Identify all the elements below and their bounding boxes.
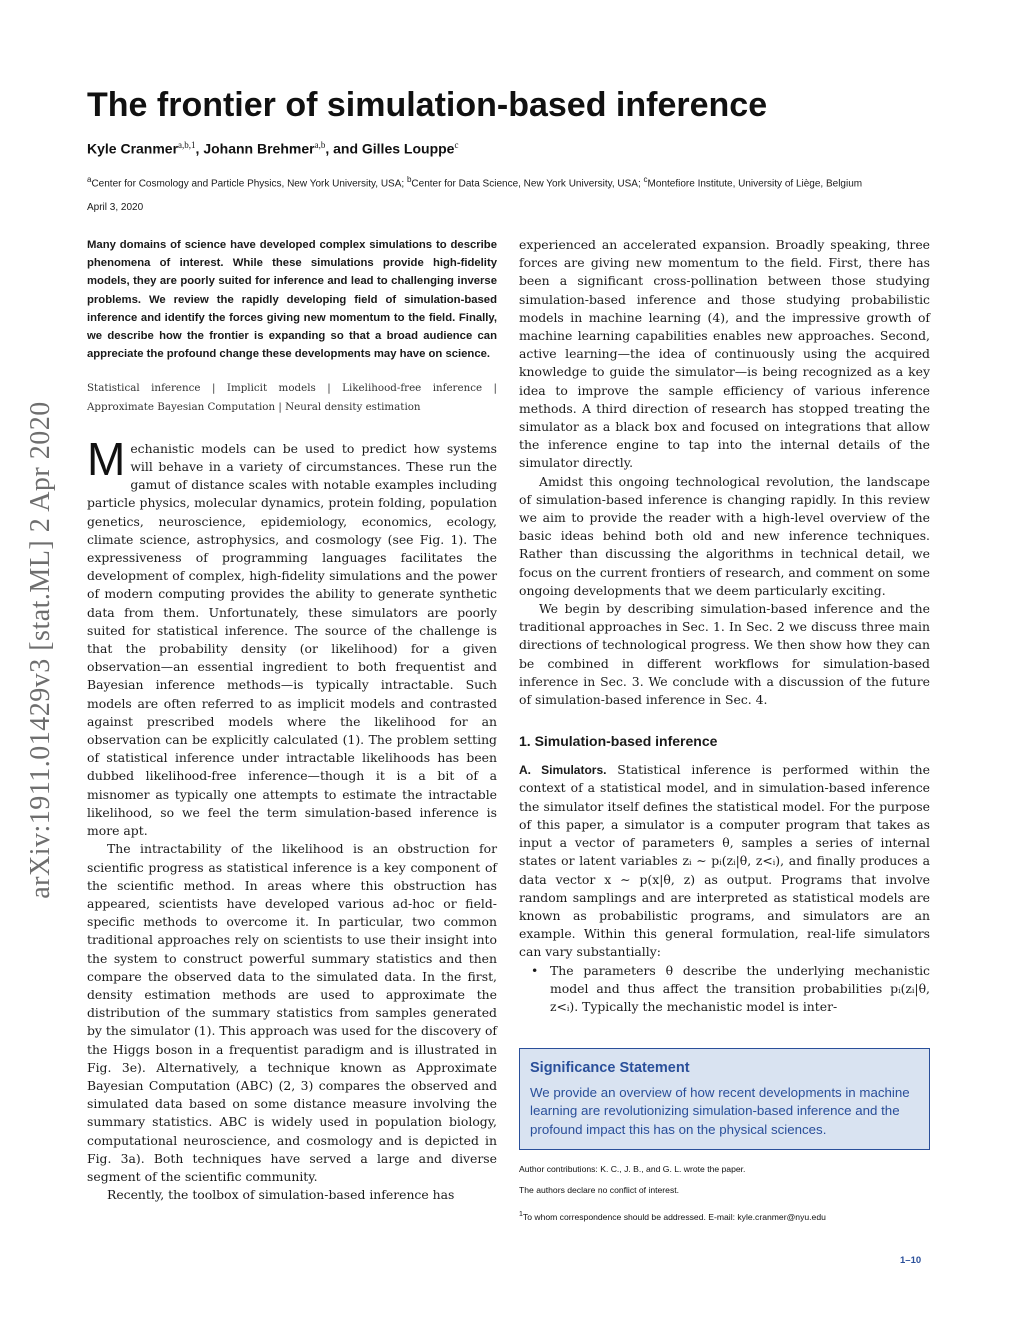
page-number: 1–10 bbox=[900, 1255, 922, 1266]
affiliation-mark: a bbox=[87, 175, 92, 184]
intro-paragraph-text: echanistic models can be used to predict how systems will behave in a variety of circumstances. These run the gamut of distance scales with notable examples including particle physics, molecular dynamics, protein folding, population genetics, neuroscience, epidemiology, economics, ecology, climate science, astrophysics, and cosmology (see Fig. 1). The expressiveness of programming languages facilitates the development of complex, high-fidelity simulations and the power of modern computing provides the ability to generate synthetic data from them. Unfortunately, these simulators are poorly suited for statistical inference. The source of the challenge is that the probability density (or likelihood) for a given observation—an essential ingredient to both frequentist and Bayesian inference methods—is typically intractable. Such models are often referred to as implicit models and contrasted against prescribed models where the likelihood for an observation can be explicitly calculated (1). The problem setting of statistical inference under intractable likelihoods has been dubbed likelihood-free inference—though it is a bit of a misnomer as typically one attempts to estimate the intractable likelihood, so we feel the term simulation-based inference is more apt. bbox=[87, 440, 497, 839]
conflict-of-interest-note: The authors declare no conflict of interest. bbox=[519, 1185, 680, 1195]
author-affiliation-mark: a,b bbox=[314, 140, 326, 150]
author-separator: , bbox=[195, 140, 204, 157]
author-list bbox=[87, 140, 458, 157]
intro-paragraph: The intractability of the likelihood is an obstruction for scientific progress as statistical inference is a key component of the scientific method. In areas where this obstruction has appeared, scientists have developed various ad-hoc or field-specific methods to overcome it. In particular, two common traditional approaches rely on scientists to use their insight into the system to construct powerful summary statistics and then compare the observed data to the simulated data. In the first, density estimation methods are used to approximate the distribution of the summary statistics from samples generated by the simulator (1). This approach was used for the discovery of the Higgs boson in a frequentist paradigm and is illustrated in Fig. 3e). Alternatively, a technique known as Approximate Bayesian Computation (ABC) (2, 3) compares the observed and simulated data based on some distance measure involving the summary statistics. ABC is widely used in population biology, computational neuroscience, and cosmology and is depicted in Fig. 3a). Both techniques have served a large and diverse segment of the scientific community. bbox=[87, 841, 497, 1184]
right-column bbox=[519, 236, 930, 1016]
intro-paragraph: Amidst this ongoing technological revolution, the landscape of simulation-based inference is changing rapidly. In this review we aim to provide the reader with a high-level overview of the basic ideas behind both old and new inference techniques. Rather than discussing the algorithms in technical detail, we focus on the current frontiers of research, and comment on some ongoing developments that we deem particularly exciting. bbox=[519, 473, 930, 598]
paper-title: The frontier of simulation-based inference bbox=[87, 86, 768, 124]
footnote-mark: 1 bbox=[519, 1211, 523, 1218]
significance-text: We provide an overview of how recent developments in machine learning are revolutionizing simulation-based inference and the profound impact this has on the physical sciences. bbox=[530, 1085, 910, 1137]
affiliation-text: Montefiore Institute, University of Liège, Belgium bbox=[647, 178, 863, 190]
author-contributions-note: Author contributions: K. C., J. B., and G. L. wrote the paper. bbox=[519, 1164, 746, 1174]
intro-paragraph: We begin by describing simulation-based inference and the traditional approaches in Sec. 1. In Sec. 2 we discuss three main directions of technological progress. We then show how they can be combined in different workflows for simulation-based inference in Sec. 3. We conclude with a discussion of the future of simulation-based inference in Sec. 4. bbox=[519, 601, 930, 708]
subsection-paragraph bbox=[519, 761, 930, 961]
keywords: Statistical inference | Implicit models | Likelihood-free inference | Approximate Bayesian Computation | Neural density estimation bbox=[87, 382, 497, 413]
author-affiliation-mark: a,b,1 bbox=[178, 140, 196, 150]
correspondence-text: To whom correspondence should be addressed. E-mail: kyle.cranmer@nyu.edu bbox=[522, 1211, 826, 1222]
section-heading: 1. Simulation-based inference bbox=[519, 733, 718, 750]
publication-date: April 3, 2020 bbox=[87, 202, 144, 213]
intro-paragraph bbox=[87, 432, 497, 840]
author-affiliation-mark: c bbox=[454, 140, 459, 150]
author-name: Johann Brehmer bbox=[203, 140, 315, 157]
list-item bbox=[531, 962, 930, 1017]
bullet-list bbox=[519, 962, 930, 1017]
arxiv-identifier-stamp bbox=[18, 350, 64, 950]
subsection-text: Statistical inference is performed within the context of a statistical model, and in simulation-based inference the simulator itself defines the statistical model. For the purpose of this paper, a simulator is a computer program that takes as input a vector of parameters θ, samples a series of internal states or latent variables zᵢ ∼ pᵢ(zᵢ|θ, z<ᵢ), and finally produces a data vector x ∼ p(x|θ, z) as output. Programs that involve random samplings and are interpreted as statistical models are known as probabilistic programs, and simulators are an example. Within this general formulation, real-life simulators can vary substantially: bbox=[519, 762, 930, 960]
significance-statement-box bbox=[519, 1048, 930, 1150]
affiliations bbox=[87, 175, 947, 189]
author-name: Kyle Cranmer bbox=[87, 140, 179, 157]
affiliation-mark: c bbox=[643, 175, 648, 184]
intro-paragraph: experienced an accelerated expansion. Broadly speaking, three forces are giving new momentum to the field. First, there has been a significant cross-pollination between those studying simulation-based inference and those studying probabilistic models in machine learning (4), and the impressive growth of machine learning capabilities enables new approaches. Second, active learning—the idea of continuously using the acquired knowledge to guide the simulator—is being recognized as a key idea to improve the sample efficiency of various inference methods. A third direction of research has stopped treating the simulator as a black box and focused on integrations that allow the inference engine to tap into the internal details of the simulator directly. bbox=[519, 237, 930, 471]
author-name: Gilles Louppe bbox=[361, 140, 455, 157]
affiliation-text: Center for Data Science, New York University, USA; bbox=[411, 178, 644, 190]
intro-paragraph: Recently, the toolbox of simulation-based inference has bbox=[107, 1187, 455, 1203]
abstract: Many domains of science have developed complex simulations to describe phenomena of interest. While these simulations provide high-fidelity models, they are poorly suited for inference and lead to challenging inverse problems. We review the rapidly developing field of simulation-based inference and identify the forces giving new momentum to the field. Finally, we describe how the frontier is expanding so that a broad audience can appreciate the profound change these developments may have on science. bbox=[87, 239, 497, 361]
drop-cap: M bbox=[87, 432, 126, 485]
author-separator: , and bbox=[325, 140, 362, 157]
affiliation-mark: b bbox=[406, 175, 412, 184]
left-column bbox=[87, 236, 497, 1204]
bullet-icon: • bbox=[531, 962, 539, 978]
arxiv-stamp-text: arXiv:1911.01429v3 [stat.ML] 2 Apr 2020 bbox=[25, 401, 56, 899]
affiliation-text: Center for Cosmology and Particle Physics, New York University, USA; bbox=[91, 178, 407, 190]
list-item-text: The parameters θ describe the underlying mechanistic model and thus affect the transition probabilities pᵢ(zᵢ|θ, z<ᵢ). Typically the mechanistic model is inter- bbox=[550, 962, 930, 1014]
significance-title: Significance Statement bbox=[530, 1060, 690, 1076]
subsection-runin-heading: A. Simulators. bbox=[519, 763, 607, 778]
correspondence-note bbox=[519, 1211, 826, 1222]
